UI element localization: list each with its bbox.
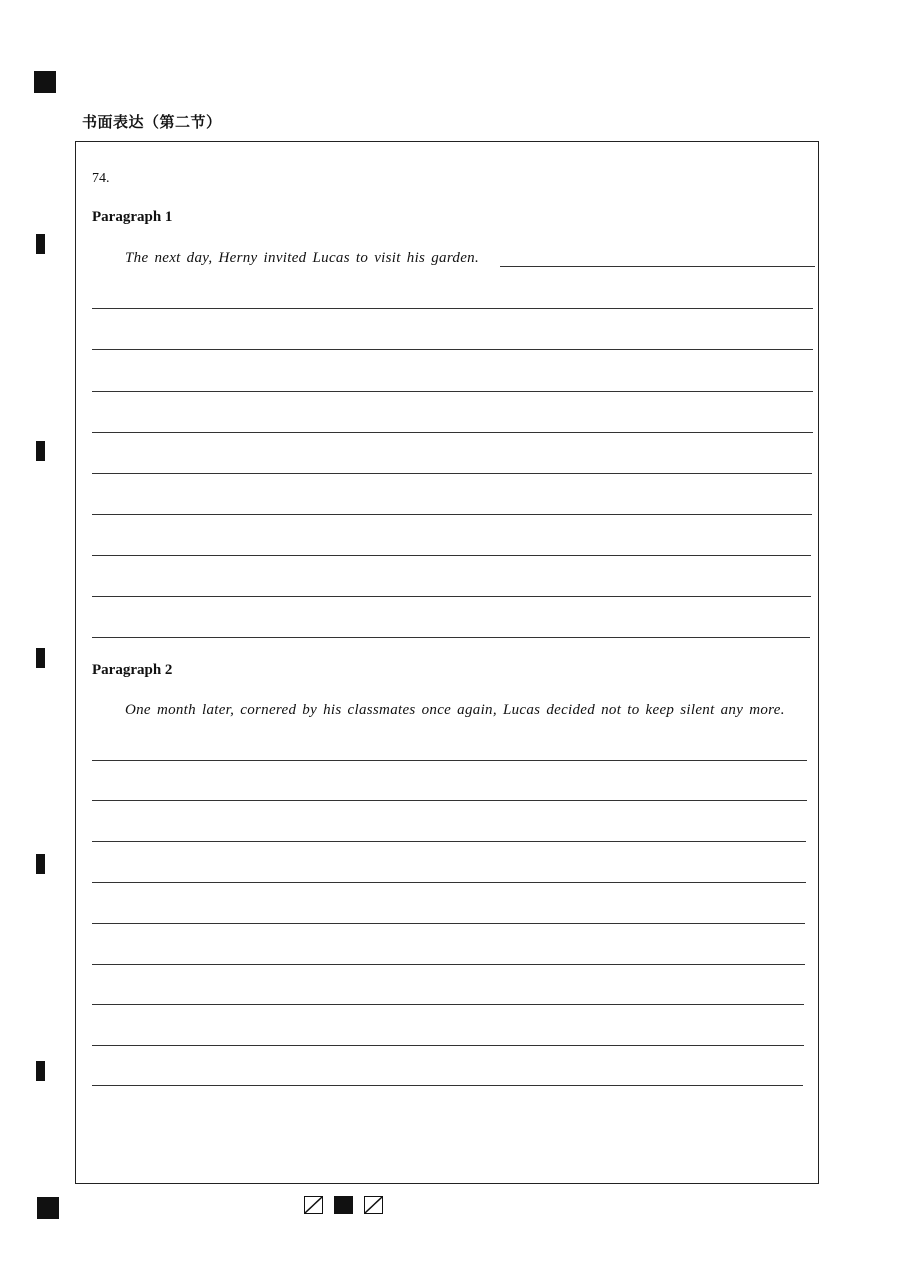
page-code-box-filled xyxy=(334,1196,353,1214)
writing-line[interactable] xyxy=(92,391,813,392)
timing-mark xyxy=(36,441,45,461)
paragraph-2-prompt: One month later, cornered by his classmates once again, Lucas decided not to keep silent any more. xyxy=(125,702,785,718)
writing-line[interactable] xyxy=(92,637,810,638)
registration-mark-bottom-left xyxy=(37,1197,59,1219)
timing-mark xyxy=(36,854,45,874)
paragraph-1-prompt: The next day, Herny invited Lucas to visit his garden. xyxy=(125,250,480,266)
writing-line[interactable] xyxy=(92,555,811,556)
page-code-box-empty xyxy=(304,1196,323,1214)
question-number: 74. xyxy=(92,171,110,186)
writing-line[interactable] xyxy=(92,596,811,597)
writing-line[interactable] xyxy=(92,1004,804,1005)
writing-line[interactable] xyxy=(92,514,812,515)
page-code-marks xyxy=(304,1196,383,1216)
writing-line[interactable] xyxy=(92,800,807,801)
paragraph-1-label: Paragraph 1 xyxy=(92,209,173,225)
writing-line[interactable] xyxy=(92,760,807,761)
timing-mark xyxy=(36,234,45,254)
writing-line[interactable] xyxy=(92,841,806,842)
writing-line[interactable] xyxy=(92,1045,804,1046)
writing-line[interactable] xyxy=(92,882,806,883)
writing-line[interactable] xyxy=(92,473,812,474)
writing-line[interactable] xyxy=(92,432,813,433)
page-code-box-empty xyxy=(364,1196,383,1214)
writing-line[interactable] xyxy=(92,964,805,965)
timing-mark xyxy=(36,648,45,668)
writing-line[interactable] xyxy=(92,349,813,350)
timing-mark xyxy=(36,1061,45,1081)
writing-line[interactable] xyxy=(92,1085,803,1086)
paragraph-2-label: Paragraph 2 xyxy=(92,662,173,678)
writing-line[interactable] xyxy=(92,308,813,309)
section-title: 书面表达（第二节） xyxy=(82,113,222,131)
writing-line[interactable] xyxy=(92,923,805,924)
answer-box[interactable] xyxy=(75,141,819,1184)
registration-mark-top-left xyxy=(34,71,56,93)
writing-line[interactable] xyxy=(500,266,815,267)
